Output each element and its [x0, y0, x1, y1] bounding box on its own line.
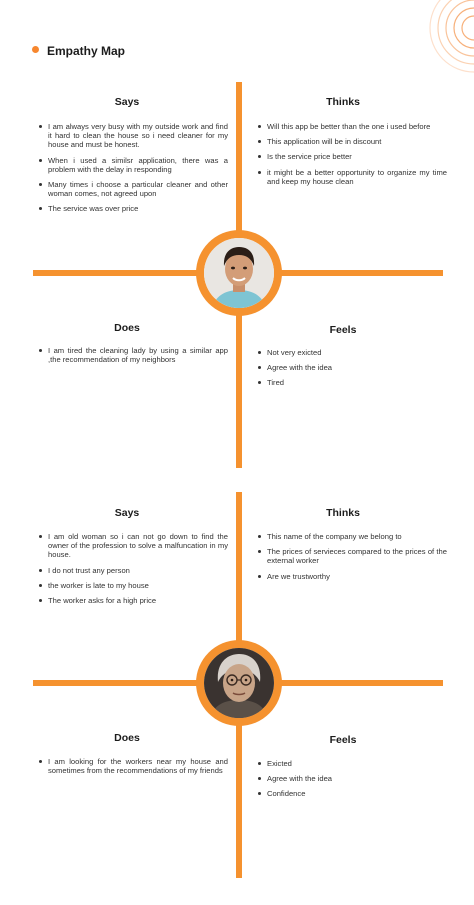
- list-item: Confidence: [267, 789, 447, 798]
- list-item: This name of the company we belong to: [267, 532, 447, 541]
- list-item: I am tired the cleaning lady by using a similar app ,the recommendation of my neighbors: [48, 346, 228, 365]
- list-item: I am always very busy with my outside work and find it hard to clean the house so i need cleaner for my house and must be honest.: [48, 122, 228, 150]
- says-heading: Says: [114, 507, 140, 519]
- list-item: I do not trust any person: [48, 566, 228, 575]
- list-item: Agree with the idea: [267, 774, 447, 783]
- list-item: the worker is late to my house: [48, 581, 228, 590]
- thinks-list: [257, 122, 447, 192]
- list-item: Will this app be better than the one i used before: [267, 122, 447, 131]
- does-list: [38, 757, 228, 781]
- list-item: The worker asks for a high price: [48, 596, 228, 605]
- page-title: Empathy Map: [47, 44, 126, 58]
- thinks-list: [257, 532, 447, 587]
- list-item: Agree with the idea: [267, 363, 447, 372]
- list-item: The service was over price: [48, 204, 228, 213]
- says-heading: Says: [114, 96, 140, 108]
- says-list: [38, 122, 228, 220]
- list-item: Not very exicted: [267, 348, 447, 357]
- decorative-rings-icon: [414, 0, 474, 80]
- list-item: The prices of servieces compared to the prices of the external worker: [267, 547, 447, 566]
- list-item: Exicted: [267, 759, 447, 768]
- feels-heading: Feels: [329, 324, 357, 336]
- does-heading: Does: [114, 322, 140, 334]
- feels-list: [257, 348, 447, 394]
- thinks-heading: Thinks: [326, 96, 360, 108]
- list-item: When i used a similsr application, there was a problem with the delay in responding: [48, 155, 228, 174]
- avatar-ring: [196, 640, 282, 726]
- avatar: [204, 238, 274, 308]
- list-item: Is the service price better: [267, 152, 447, 161]
- old-woman-avatar-icon: [204, 648, 274, 718]
- list-item: I am looking for the workers near my house and sometimes from the recommendations of my friends: [48, 757, 228, 776]
- feels-heading: Feels: [329, 734, 357, 746]
- young-man-avatar-icon: [204, 238, 274, 308]
- feels-list: [257, 759, 447, 805]
- list-item: it might be a better opportunity to organize my time and keep my house clean: [267, 167, 447, 186]
- avatar: [204, 648, 274, 718]
- does-list: [38, 346, 228, 370]
- does-heading: Does: [114, 732, 140, 744]
- avatar-ring: [196, 230, 282, 316]
- thinks-heading: Thinks: [326, 507, 360, 519]
- says-list: [38, 532, 228, 611]
- header-bullet-icon: [32, 46, 39, 53]
- list-item: Are we trustworthy: [267, 572, 447, 581]
- list-item: This application will be in discount: [267, 137, 447, 146]
- list-item: I am old woman so i can not go down to find the owner of the profession to solve a malfuncation in my house.: [48, 532, 228, 560]
- list-item: Tired: [267, 378, 447, 387]
- list-item: Many times i choose a particular cleaner and other woman comes, not agreed upon: [48, 180, 228, 199]
